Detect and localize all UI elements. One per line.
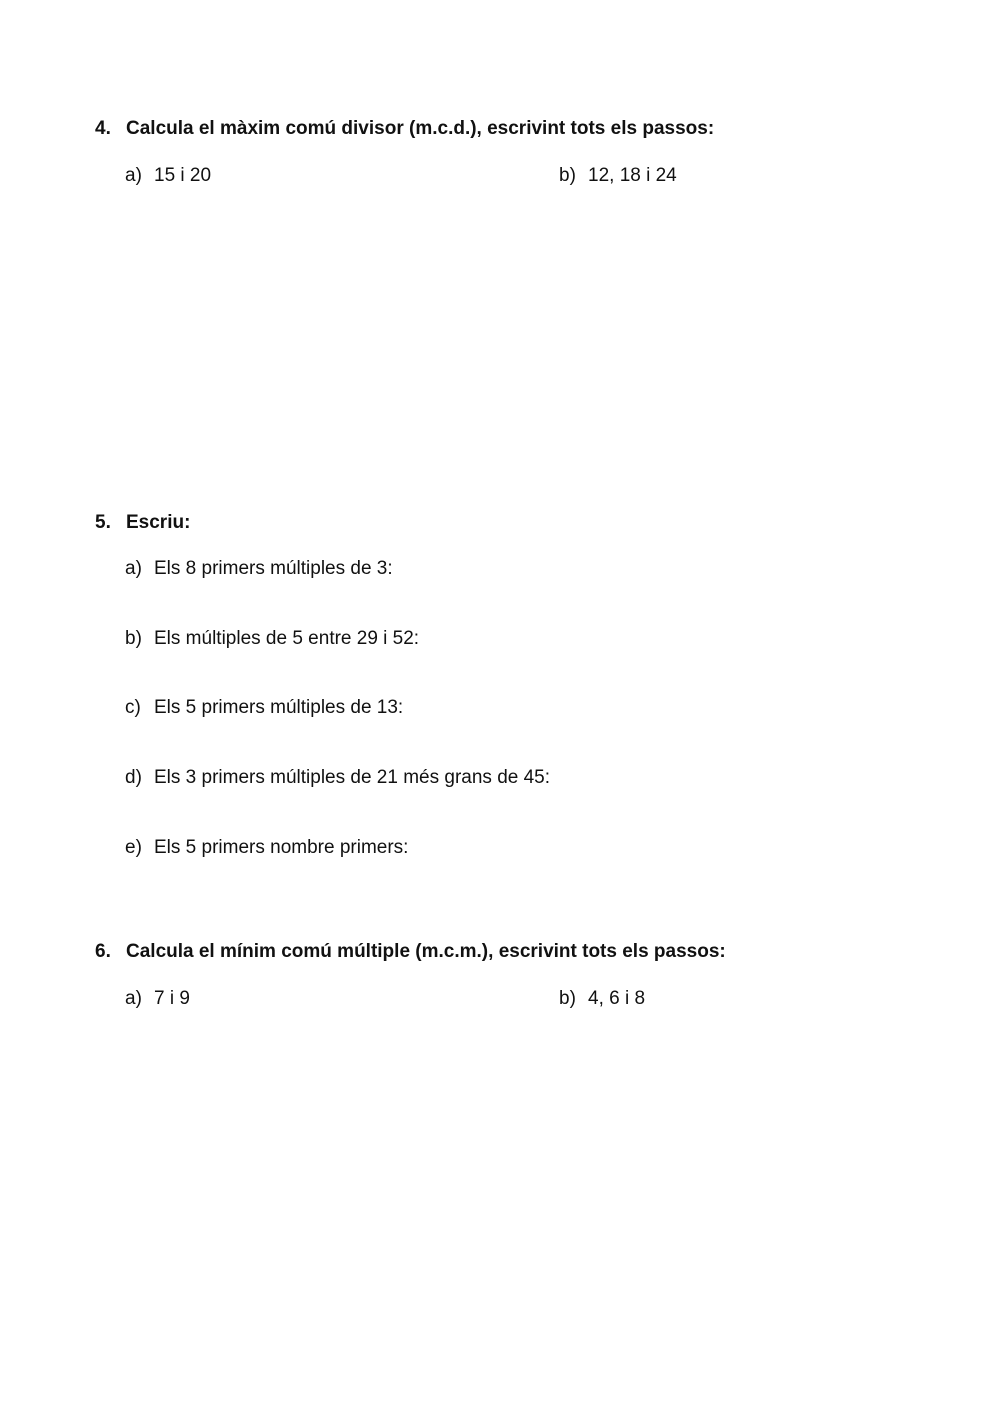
question-4-heading — [95, 118, 714, 140]
question-6-number: 6. — [95, 941, 111, 962]
item-letter: a) — [125, 558, 142, 579]
question-5-title: Escriu: — [126, 512, 191, 533]
item-text: Els 5 primers múltiples de 13: — [154, 697, 404, 718]
question-6-item-b — [559, 988, 645, 1010]
item-letter: e) — [125, 837, 142, 858]
question-4-number: 4. — [95, 118, 111, 139]
item-text: Els múltiples de 5 entre 29 i 52: — [154, 628, 420, 649]
item-letter: b) — [125, 628, 142, 649]
question-5-item-e — [125, 837, 408, 859]
item-text: Els 3 primers múltiples de 21 més grans de 45: — [154, 767, 551, 788]
item-text: 15 i 20 — [154, 165, 212, 186]
question-6-title: Calcula el mínim comú múltiple (m.c.m.), escrivint tots els passos: — [126, 941, 726, 962]
item-text: 7 i 9 — [154, 988, 190, 1009]
question-6-item-a — [125, 988, 190, 1010]
question-6-heading — [95, 941, 726, 963]
item-letter: c) — [125, 697, 141, 718]
question-5-item-b — [125, 628, 419, 650]
item-text: Els 8 primers múltiples de 3: — [154, 558, 393, 579]
item-letter: b) — [559, 165, 576, 186]
question-5-item-a — [125, 558, 393, 580]
item-letter: b) — [559, 988, 576, 1009]
question-4-item-a — [125, 165, 211, 187]
item-letter: d) — [125, 767, 142, 788]
question-4-title: Calcula el màxim comú divisor (m.c.d.), escrivint tots els passos: — [126, 118, 715, 139]
item-text: Els 5 primers nombre primers: — [154, 837, 409, 858]
question-5-heading — [95, 512, 190, 534]
question-5-number: 5. — [95, 512, 111, 533]
item-text: 12, 18 i 24 — [588, 165, 677, 186]
question-5-item-d — [125, 767, 550, 789]
item-text: 4, 6 i 8 — [588, 988, 646, 1009]
item-letter: a) — [125, 988, 142, 1009]
question-5-item-c — [125, 697, 403, 719]
item-letter: a) — [125, 165, 142, 186]
question-4-item-b — [559, 165, 677, 187]
